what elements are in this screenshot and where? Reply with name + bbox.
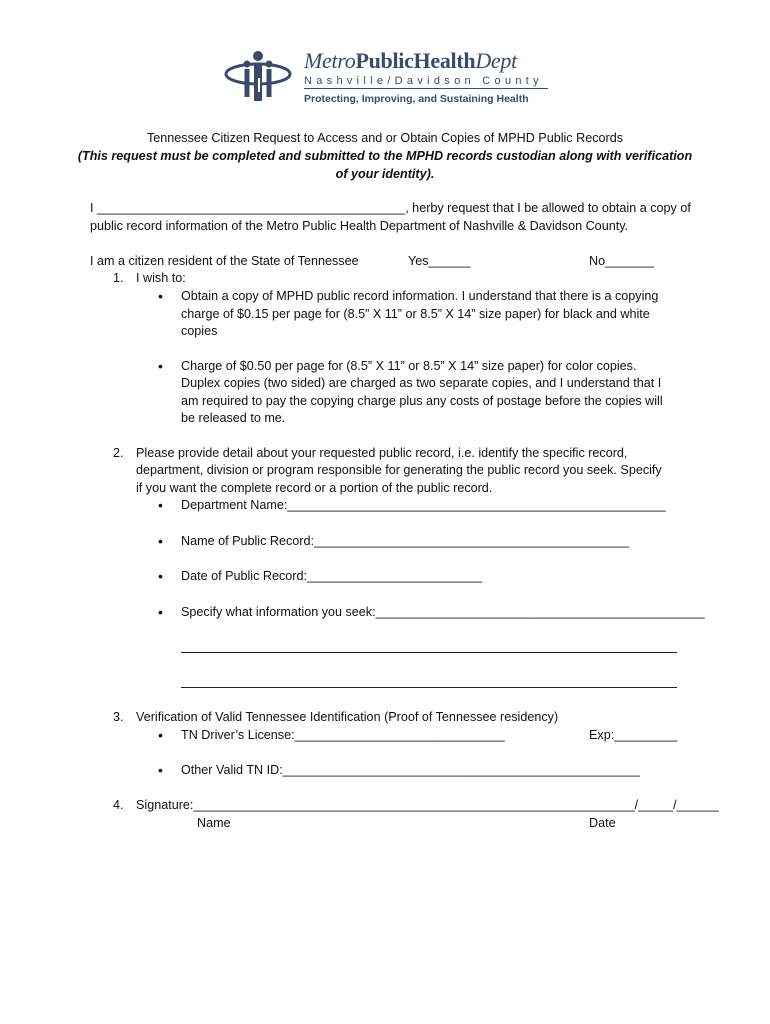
option-2-line-4: be released to me. [181, 411, 286, 425]
bullet-icon: • [158, 497, 163, 513]
option-2-line-2: Duplex copies (two sided) are charged as two separate copies, and I understand that I [181, 376, 662, 390]
item-4-number: 4. [113, 798, 124, 812]
info-sought-extra-line-1[interactable] [181, 652, 677, 653]
item-3-number: 3. [113, 710, 124, 724]
mphd-figure-icon [224, 48, 294, 110]
residency-yes-field[interactable]: Yes______ [408, 254, 471, 268]
drivers-license-field[interactable]: TN Driver’s License:______________________________ [181, 728, 505, 742]
item-2-text-line-3: if you want the complete record or a portion of the public record. [136, 481, 493, 495]
info-sought-extra-line-2[interactable] [181, 687, 677, 688]
instruction-line-2: of your identity). [335, 167, 435, 181]
department-name-field[interactable]: Department Name:______________________________________________________ [181, 498, 666, 512]
item-3-label: Verification of Valid Tennessee Identification (Proof of Tennessee residency) [136, 710, 559, 724]
info-sought-field[interactable]: Specify what information you seek:_______________________________________________ [181, 605, 705, 619]
residency-no-field[interactable]: No_______ [589, 254, 655, 268]
option-1-line-2: charge of $0.15 per page for (8.5” X 11” or 8.5” X 14” size paper) for black and white [181, 307, 650, 321]
intro-line-1: I ____________________________________________, herby request that I be allowed to obtain a copy of [90, 201, 691, 215]
instruction-line-1: (This request must be completed and submitted to the MPHD records custodian along with verification [77, 149, 693, 163]
bullet-icon: • [158, 358, 163, 374]
license-exp-field[interactable]: Exp:_________ [589, 728, 678, 742]
record-name-field[interactable]: Name of Public Record:_____________________________________________ [181, 534, 630, 548]
bullet-icon: • [158, 568, 163, 584]
mphd-logo [224, 48, 554, 110]
intro-line-2: public record information of the Metro Public Health Department of Nashville & Davidson County. [90, 219, 629, 233]
form-title: Tennessee Citizen Request to Access and or Obtain Copies of MPHD Public Records [147, 131, 623, 145]
item-1-label: I wish to: [136, 271, 186, 285]
item-2-text-line-1: Please provide detail about your requested public record, i.e. identify the specific record, [136, 446, 628, 460]
bullet-icon: • [158, 533, 163, 549]
other-id-field[interactable]: Other Valid TN ID:___________________________________________________ [181, 763, 640, 777]
residency-question: I am a citizen resident of the State of Tennessee [90, 254, 359, 268]
record-date-field[interactable]: Date of Public Record:_________________________ [181, 569, 483, 583]
item-1-number: 1. [113, 271, 124, 285]
logo-tagline: Protecting, Improving, and Sustaining Health [304, 93, 529, 105]
option-2-line-3: am required to pay the copying charge plus any costs of postage before the copies will [181, 394, 663, 408]
signature-field[interactable]: Signature:_______________________________________________________________/_____/______ [136, 798, 719, 812]
item-2-number: 2. [113, 446, 124, 460]
bullet-icon: • [158, 288, 163, 304]
bullet-icon: • [158, 604, 163, 620]
option-1-line-3: copies [181, 324, 218, 338]
item-2-text-line-2: department, division or program responsible for generating the public record you seek. Specify [136, 463, 662, 477]
option-1-line-1[interactable]: Obtain a copy of MPHD public record information. I understand that there is a copying [181, 289, 659, 303]
logo-location: Nashville/Davidson County [304, 75, 543, 87]
requester-name-field[interactable]: ____________________________________________ [97, 201, 406, 215]
name-caption: Name [197, 816, 231, 830]
bullet-icon: • [158, 762, 163, 778]
logo-divider [304, 88, 548, 89]
logo-title: MetroPublicHealthDept [304, 48, 517, 73]
option-2-line-1[interactable]: Charge of $0.50 per page for (8.5” X 11” or 8.5” X 14” size paper) for color copies. [181, 359, 637, 373]
date-caption: Date [589, 816, 616, 830]
bullet-icon: • [158, 727, 163, 743]
